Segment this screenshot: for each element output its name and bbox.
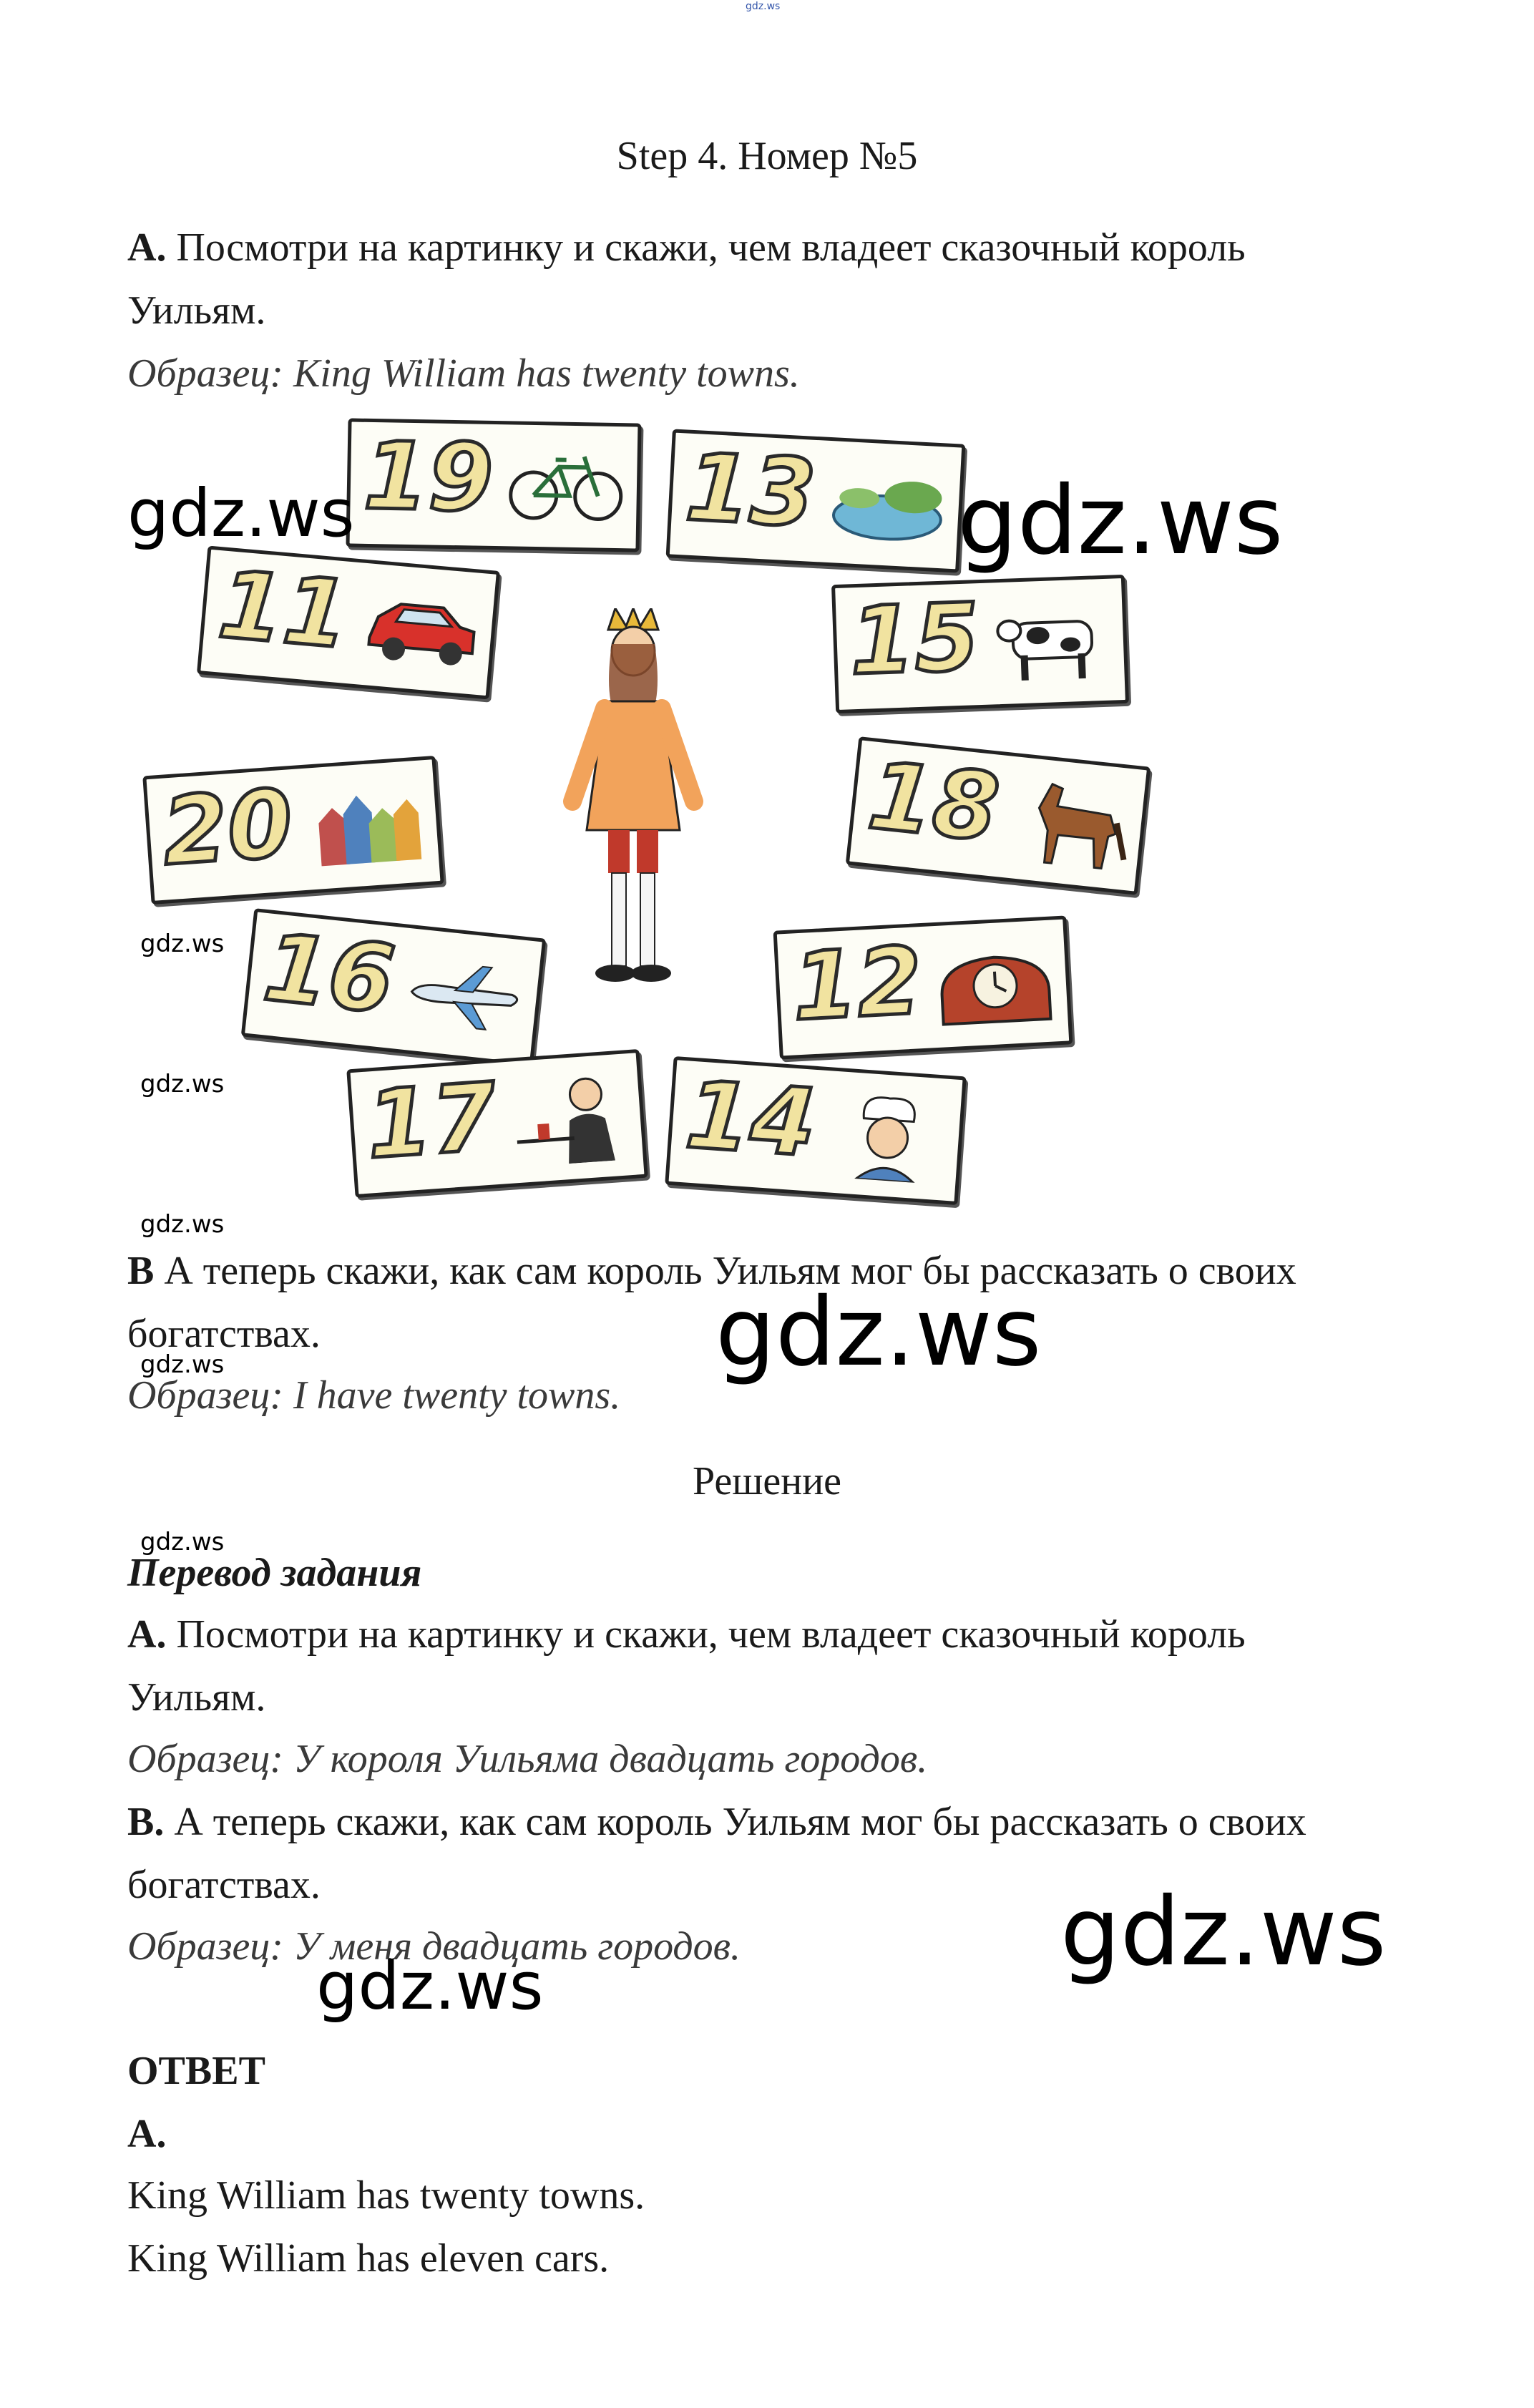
task-b-line1 [127,1251,1296,1291]
card-15 [831,575,1129,713]
card-20 [142,756,444,905]
horse-icon [1005,769,1135,874]
translation-b-example: Образец: У меня двадцать городов. [127,1924,741,1969]
card-number: 20 [159,769,296,887]
watermark: gdz.ws [140,1070,225,1098]
card-16 [241,908,547,1067]
card-number: 15 [848,582,982,696]
translation-a-line2: Уильям. [127,1675,266,1720]
bicycle-icon [504,437,627,532]
airplane-icon [400,941,531,1046]
card-number: 11 [214,550,353,670]
card-13 [666,429,966,572]
cook-icon [824,1083,952,1185]
translation-heading: Перевод задания [127,1551,422,1595]
translation-a-line1 [127,1612,1246,1657]
card-19 [346,418,641,552]
clock-icon [932,932,1058,1032]
header-watermark: gdz.ws [746,1,781,12]
card-number: 17 [363,1062,500,1180]
watermark: gdz.ws [316,1948,544,2024]
task-a-letter: A. [127,225,167,270]
answer-a-letter: A. [127,2112,167,2156]
card-number: 12 [789,926,925,1042]
task-a-example: Образец: King William has twenty towns. [127,351,800,396]
watermark: gdz.ws [140,930,225,958]
task-b-line2: богатствах. [127,1312,321,1356]
translation-a-example: Образец: У короля Уильяма двадцать городов. [127,1737,928,1781]
watermark: gdz.ws [957,466,1284,576]
card-17 [346,1049,648,1198]
task-b-letter: B [127,1249,155,1293]
task-a-text1: Посмотри на картинку и скажи, чем владеет сказочный король [176,225,1246,270]
translation-a-letter: A. [127,1612,167,1657]
task-a-line1 [127,225,1246,270]
translation-b-line1 [127,1802,1306,1842]
watermark: gdz.ws [1060,1877,1387,1987]
translation-b-letter: B. [127,1800,165,1844]
lake-icon [825,454,952,553]
card-14 [665,1056,967,1205]
answer-line: King William has eleven cars. [127,2236,610,2281]
answer-line: King William has twenty towns. [127,2173,645,2218]
waiter-icon [505,1066,633,1168]
town-icon [301,773,429,874]
card-11 [197,545,500,699]
card-12 [773,915,1073,1059]
card-number: 16 [259,912,399,1035]
page-title: Step 4. Номер №5 [616,134,918,178]
solution-heading: Решение [692,1459,842,1503]
watermark: gdz.ws [715,1277,1042,1388]
translation-b-text1: А теперь скажи, как сам король Уильям мог бы рассказать о своих [174,1800,1306,1844]
card-number: 18 [864,741,1004,863]
translation-b-line2: богатствах. [127,1863,321,1907]
task-a-line2: Уильям. [127,288,266,333]
watermark: gdz.ws [140,1210,225,1239]
cow-icon [990,592,1115,689]
watermark: gdz.ws [140,1350,225,1379]
card-number: 19 [362,421,494,532]
car-icon [356,576,485,679]
task-b-text1: А теперь скажи, как сам король Уильям мог бы рассказать о своих [164,1249,1296,1293]
king-figure [544,608,723,1009]
watermark: gdz.ws [127,475,355,552]
watermark: gdz.ws [140,1528,225,1556]
card-number: 13 [683,432,819,548]
card-number: 14 [682,1060,819,1178]
translation-a-text1: Посмотри на картинку и скажи, чем владеет сказочный король [176,1612,1246,1657]
card-18 [846,736,1151,895]
task-b-example: Образец: I have twenty towns. [127,1373,621,1418]
answer-heading: ОТВЕТ [127,2049,265,2093]
